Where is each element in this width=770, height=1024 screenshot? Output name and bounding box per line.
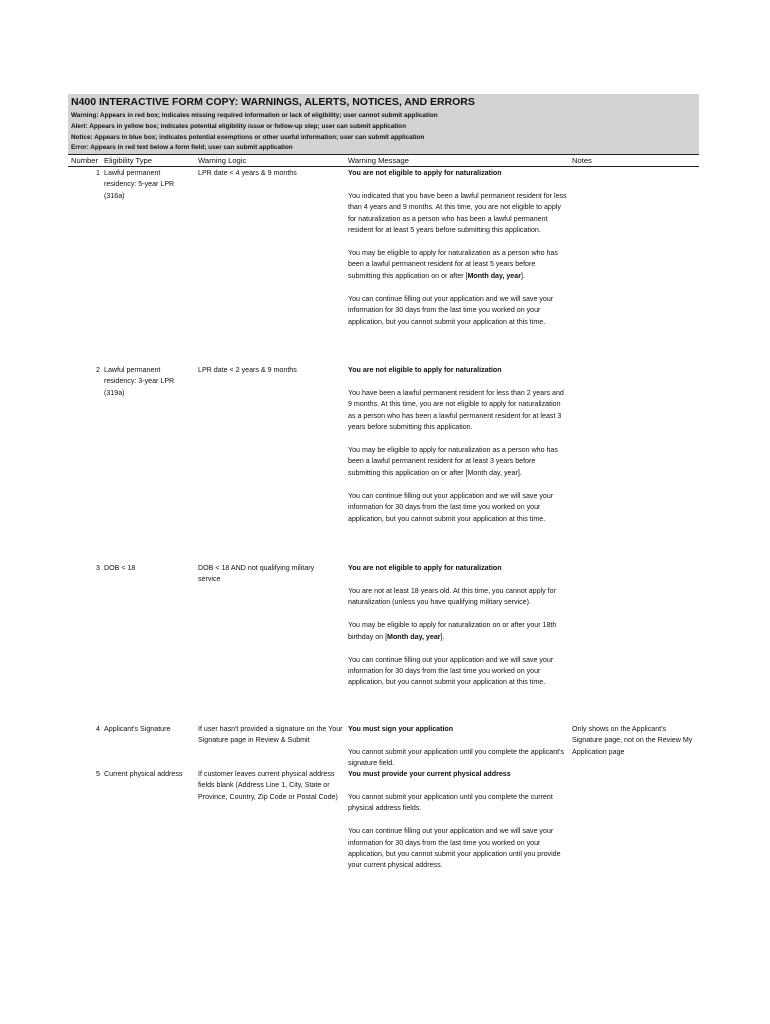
header-rule-top (68, 154, 699, 155)
row-1-type: Lawful permanent residency: 5-year LPR (316a) (104, 169, 175, 200)
row-2-number: 2 (96, 366, 100, 374)
header-rule-bottom (68, 166, 699, 167)
legend-alert: Alert: Appears in yellow box; indicates potential eligibility issue or follow-up step; user can submit application (71, 123, 406, 130)
column-header-type: Eligibility Type (104, 156, 152, 165)
row-2-message (348, 365, 568, 536)
row-5-type: Current physical address (104, 770, 183, 778)
row-1-number: 1 (96, 169, 100, 177)
row-3-message (348, 563, 568, 700)
legend-notice: Notice: Appears in blue box; indicates potential exemptions or other useful information; user can submit application (71, 134, 425, 141)
legend-warning: Warning: Appears in red box; indicates missing required information or lack of eligibility; user cannot submit application (71, 112, 438, 119)
column-header-number: Number (71, 156, 99, 165)
row-5-number: 5 (96, 770, 100, 778)
row-3-number: 3 (96, 564, 100, 572)
row-2-message-title: You are not eligible to apply for naturalization (348, 366, 502, 374)
row-1-logic: LPR date < 4 years & 9 months (198, 169, 297, 177)
row-3-message-p3: You can continue filling out your application and we will save your information for 30 days from the last time you worked on your application, but you cannot submit your application at this time. (348, 655, 554, 687)
row-1-message-p3: You can continue filling out your application and we will save your information for 30 days from the last time you worked on your application, but you cannot submit your application at this time. (348, 294, 554, 326)
row-5-message-title: You must provide your current physical address (348, 770, 511, 778)
column-header-notes: Notes (572, 156, 592, 165)
row-3-logic: DOB < 18 AND not qualifying military service (198, 564, 315, 584)
row-1-message-p2-end: ]. (520, 271, 525, 280)
row-3-type: DOB < 18 (104, 564, 136, 572)
row-4-number: 4 (96, 725, 100, 733)
row-4-message (348, 724, 568, 770)
row-2-message-p3: You can continue filling out your application and we will save your information for 30 days from the last time you worked on your application, but you cannot submit your application at this time. (348, 491, 554, 523)
row-1-message-title: You are not eligible to apply for naturalization (348, 169, 502, 177)
row-1-message-p2 (348, 248, 568, 282)
row-4-type: Applicant's Signature (104, 725, 171, 733)
row-4-message-title: You must sign your application (348, 725, 454, 733)
row-1-message-p2-date: Month day, year (467, 271, 521, 280)
row-5-logic: If customer leaves current physical address fields blank (Address Line 1, City, State or Province, Country, Zip Code or Postal Code) (198, 770, 338, 801)
row-5-message (348, 769, 568, 883)
document-title: N400 INTERACTIVE FORM COPY: WARNINGS, ALERTS, NOTICES, AND ERRORS (71, 96, 475, 108)
row-5-message-p1: You cannot submit your application until you complete the current physical address fields. (348, 792, 553, 813)
row-2-type: Lawful permanent residency: 3-year LPR (319a) (104, 366, 175, 397)
row-4-logic: If user hasn't provided a signature on the Your Signature page in Review & Submit (198, 725, 343, 745)
row-3-message-p1: You are not at least 18 years old. At this time, you cannot apply for naturalization (unless you have qualifying military service). (348, 586, 556, 607)
column-header-logic: Warning Logic (198, 156, 247, 165)
row-1-message-p1: You indicated that you have been a lawful permanent resident for less than 4 years and 9 months. At this time, you are not eligible to apply for naturalization as a person who has been a lawful permanent resident for at least 5 years before submitting this application. (348, 191, 567, 235)
row-3-message-p2-text: You may be eligible to apply for naturalization on or after your 18th birthday on [ (348, 621, 557, 641)
row-3-message-p2 (348, 620, 568, 643)
row-3-message-p2-date: Month day, year (387, 632, 441, 641)
row-3-message-p2-end: ]. (440, 632, 445, 641)
row-2-message-p1: You have been a lawful permanent resident for less than 2 years and 9 months. At this time, you are not eligible to apply for naturalization as a person who has been a lawful permanent resident for at least 3 years before submitting this application. (348, 388, 564, 432)
row-2-logic: LPR date < 2 years & 9 months (198, 366, 297, 374)
row-1-message (348, 168, 568, 339)
row-5-message-p3: You can continue filling out your application and we will save your information for 30 days from the last time you worked on your application, but you cannot submit your application until you provide your current physical address. (348, 827, 561, 870)
row-2-message-p2: You may be eligible to apply for naturalization as a person who has been a lawful permanent resident for at least 3 years before submitting this application on or after [Month day, year]. (348, 446, 558, 477)
row-3-message-title: You are not eligible to apply for naturalization (348, 564, 502, 572)
row-1-message-p2-text: You may be eligible to apply for naturalization as a person who has been a lawful permanent resident for at least 5 years before submitting this application on or after [ (348, 249, 558, 280)
row-4-notes: Only shows on the Applicant's Signature page, not on the Review My Application page (572, 725, 693, 756)
legend-error: Error: Appears in red text below a form field; user can submit application (71, 144, 293, 151)
row-4-message-p1: You cannot submit your application until you complete the applicant's signature field. (348, 747, 565, 768)
column-header-message: Warning Message (348, 156, 409, 165)
